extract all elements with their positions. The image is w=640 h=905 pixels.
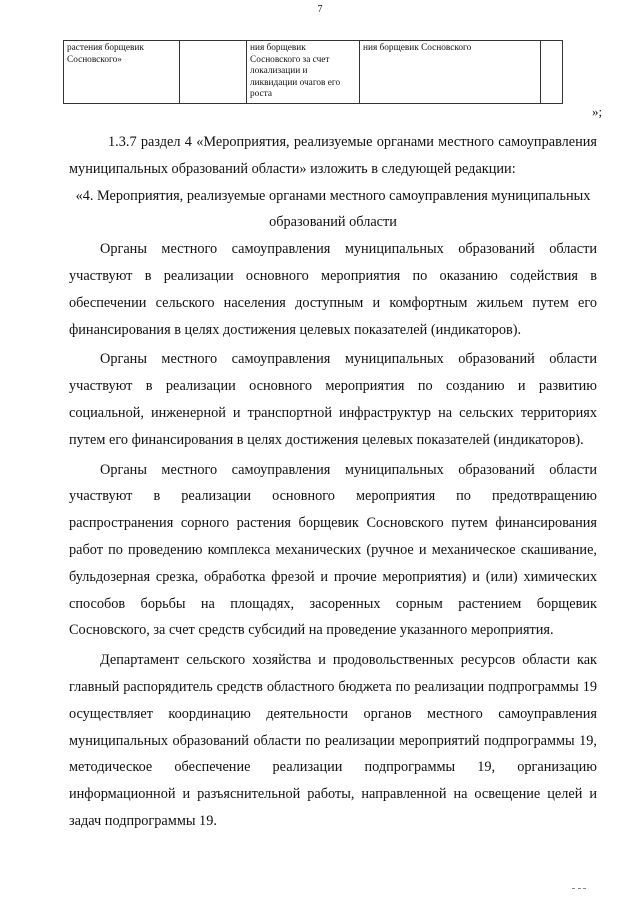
table-cell [541,41,563,104]
paragraph: Органы местного самоуправления муниципальных образований области участвуют в реализации основного мероприятия по созданию и развитию социальной, инженерной и транспортной инфраструктур на сельских территориях путем его финансирования в целях достижения целевых показателей (индикаторов). [69,351,597,448]
scan-mark [572,888,586,890]
table-cell [180,41,247,104]
document-body [69,129,597,835]
section-heading: «4. Мероприятия, реализуемые органами местного самоуправления муниципальных образований области [75,187,591,231]
table-cell: растения борщевик Сосновского» [64,41,180,104]
paragraph: Департамент сельского хозяйства и продовольственных ресурсов области как главный распорядитель средств областного бюджета по реализации подпрограммы 19 осуществляет координацию деятельности органов местного самоуправления муниципальных образований области по реализации мероприятий подпрограммы 19, методическое обеспечение реализации подпрограммы 19, организацию информационной и разъяснительной работы, направленной на освещение целей и задач подпрограммы 19. [69,652,597,829]
continued-table [63,40,563,104]
page-number: 7 [317,4,323,15]
paragraph: Органы местного самоуправления муниципальных образований области участвуют в реализации основного мероприятия по предотвращению распространения сорного растения борщевик Сосновского путем финансирования работ по проведению комплекса механических (ручное и механическое скашивание, бульдозерная срезка, обработка фрезой и прочие мероприятия) и (или) химических способов борьбы на площадях, засоренных сорным растением борщевик Сосновского, за счет средств субсидий на проведение указанного мероприятия. [69,461,597,639]
table-row [64,41,563,104]
amendment-intro: 1.3.7 раздел 4 «Мероприятия, реализуемые органами местного самоуправления муниципальных образований области» изложить в следующей редакции: [69,134,597,177]
table-cell: ния борщевик Сосновского за счет локализации и ликвидации очагов его роста [247,41,360,104]
closing-quote-mark: »; [592,104,603,119]
table-cell: ния борщевик Сосновского [360,41,541,104]
paragraph: Органы местного самоуправления муниципальных образований области участвуют в реализации основного мероприятия по оказанию содействия в обеспечении сельского населения доступным и комфортным жильем путем его финансирования в целях достижения целевых показателей (индикаторов). [69,241,597,338]
